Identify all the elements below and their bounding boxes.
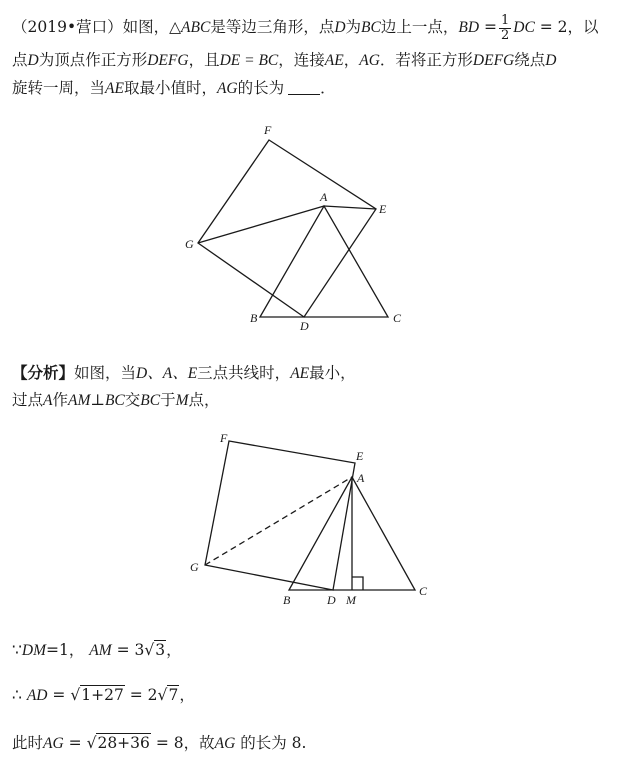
problem-line-3: 旋转一周，当AE取最小值时，AG的长为 ． [12, 79, 336, 97]
fig2-label-B: B [283, 593, 291, 607]
fig2-label-C: C [419, 584, 428, 598]
problem-line-2: 点D为顶点作正方形DEFG，且DE = BC，连接AE，AG．若将正方形DEFG绕点D [12, 51, 557, 69]
analysis-line-2: 过点A作AM⊥BC交BC于M点， [12, 391, 220, 409]
solution-line-2: ∴ AD = √1+27 = 2√7， [12, 686, 195, 704]
fig1-label-A: A [320, 190, 328, 204]
dashed-segment-AG [205, 477, 352, 565]
problem-line-1: （2019•营口）如图，△ABC是等边三角形，点D为BC边上一点，BD = $\frac{1}{2}$ DC = 2，以 [12, 13, 599, 43]
analysis-line-1: 【分析】如图，当D、A、E三点共线时，AE最小， [12, 364, 356, 382]
fig1-label-F: F [264, 123, 272, 137]
right-angle-mark [352, 577, 363, 590]
analysis-tag: 【分析】 [12, 364, 75, 382]
square-DEFG-2 [205, 441, 355, 590]
sqrt-28-plus-36: √28+36 [86, 734, 150, 752]
fig1-label-G: G [185, 237, 194, 251]
fig2-label-M: M [346, 593, 356, 607]
sqrt-1-plus-27: √1+27 [70, 686, 124, 704]
fig1-label-C: C [393, 311, 402, 325]
fraction-one-half: $\frac{1}{2}$ [500, 13, 510, 43]
fig2-label-G: G [190, 560, 199, 574]
problem-source: （2019•营口） [12, 18, 123, 37]
fig2-label-D: D [327, 593, 336, 607]
sqrt-3: √3 [144, 641, 166, 659]
solution-line-1: ∵DM=1， AM = 3√3， [12, 641, 182, 659]
fig1-label-B: B [250, 311, 258, 325]
fig1-label-D: D [300, 319, 309, 333]
solution-line-3: 此时AG = √28+36 = 8，故AG 的长为 8. [12, 734, 307, 752]
fig2-label-E: E [356, 449, 364, 463]
sqrt-7: √7 [157, 686, 179, 704]
fig2-label-A: A [357, 471, 365, 485]
fig1-label-E: E [379, 202, 387, 216]
fig2-label-F: F [220, 431, 228, 445]
